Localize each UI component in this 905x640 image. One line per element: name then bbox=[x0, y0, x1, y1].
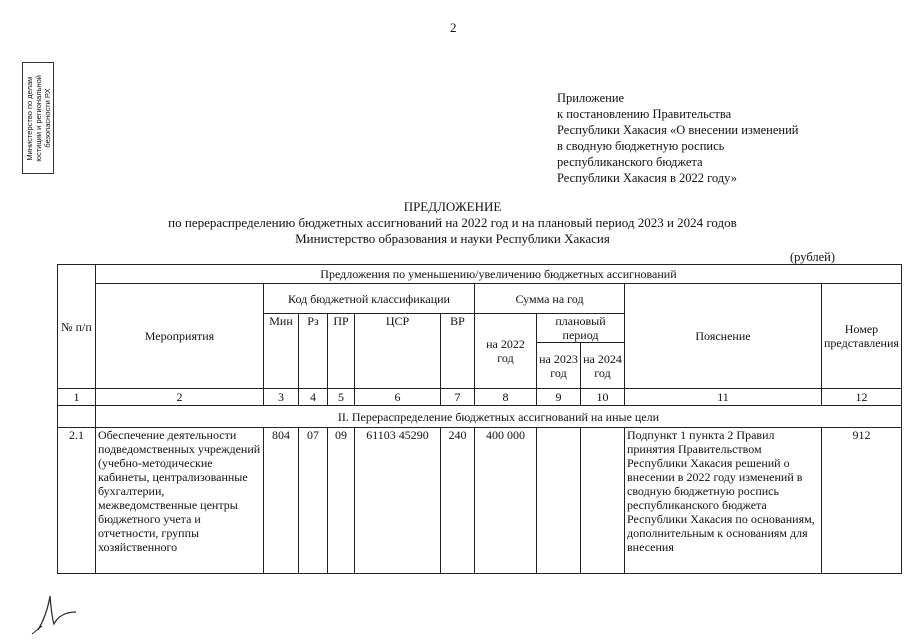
row-min: 804 bbox=[264, 428, 299, 574]
row-year-2024 bbox=[581, 428, 625, 574]
header-rep-num: Номер представления bbox=[822, 284, 902, 389]
title-line-2: Министерство образования и науки Республики Хакасия bbox=[295, 231, 610, 246]
row-num: 2.1 bbox=[58, 428, 96, 574]
title-heading: ПРЕДЛОЖЕНИЕ bbox=[403, 199, 502, 214]
appendix-line: Республики Хакасия в 2022 году» bbox=[557, 171, 737, 185]
stamp-text: Министерство по делам юстиции и региональной безопасности РХ bbox=[24, 74, 52, 162]
appendix-line: к постановлению Правительства bbox=[557, 107, 732, 121]
signature-mark bbox=[30, 590, 80, 635]
row-explanation: Подпункт 1 пункта 2 Правил принятия Правительством Республики Хакасия решений о внесении в 2022 году изменений в сводную бюджетную роспись республиканского бюджета Республики Хакасия по основаниям, дополнительным к основаниям для внесения bbox=[625, 428, 822, 574]
row-rep-num: 912 bbox=[822, 428, 902, 574]
row-pr: 09 bbox=[328, 428, 355, 574]
col-number: 12 bbox=[822, 389, 902, 406]
header-sum: Сумма на год bbox=[475, 284, 625, 314]
units-label: (рублей) bbox=[790, 250, 836, 264]
registration-stamp bbox=[22, 62, 54, 174]
col-number: 4 bbox=[299, 389, 328, 406]
row-csr: 61103 45290 bbox=[355, 428, 441, 574]
header-planned-period: плановый период bbox=[537, 314, 625, 343]
header-code: Код бюджетной классификации bbox=[264, 284, 475, 314]
col-number: 11 bbox=[625, 389, 822, 406]
header-csr: ЦСР bbox=[355, 314, 441, 389]
appendix-block bbox=[557, 90, 798, 186]
header-year-2023: на 2023 год bbox=[537, 343, 581, 389]
row-activity: Обеспечение деятельности подведомственных учреждений (учебно-методические кабинеты, централизованные бухгалтерии, межведомственные центры бюджетного учета и отчетности, группы хозяйственного bbox=[96, 428, 264, 574]
header-pr: ПР bbox=[328, 314, 355, 389]
header-num: № п/п bbox=[58, 265, 96, 389]
col-number: 8 bbox=[475, 389, 537, 406]
reallocation-table bbox=[57, 264, 902, 574]
col-number: 10 bbox=[581, 389, 625, 406]
col-number: 2 bbox=[96, 389, 264, 406]
row-year-2023 bbox=[537, 428, 581, 574]
row-year-2022: 400 000 bbox=[475, 428, 537, 574]
header-year-2024: на 2024 год bbox=[581, 343, 625, 389]
header-year-2022: на 2022 год bbox=[475, 314, 537, 389]
document-title bbox=[0, 199, 905, 247]
page-number: 2 bbox=[450, 20, 457, 35]
row-rz: 07 bbox=[299, 428, 328, 574]
col-number: 3 bbox=[264, 389, 299, 406]
header-vr: ВР bbox=[441, 314, 475, 389]
col-number: 7 bbox=[441, 389, 475, 406]
header-top: Предложения по уменьшению/увеличению бюджетных ассигнований bbox=[96, 265, 902, 284]
col-number: 1 bbox=[58, 389, 96, 406]
header-min: Мин bbox=[264, 314, 299, 389]
title-line-1: по перераспределению бюджетных ассигнований на 2022 год и на плановый период 2023 и 2024 годов bbox=[168, 215, 737, 230]
col-number: 6 bbox=[355, 389, 441, 406]
appendix-line: Республики Хакасия «О внесении изменений bbox=[557, 123, 799, 137]
appendix-line: республиканского бюджета bbox=[557, 155, 703, 169]
header-explanation: Пояснение bbox=[625, 284, 822, 389]
section-title: II. Перераспределение бюджетных ассигнований на иные цели bbox=[96, 406, 902, 428]
appendix-line: Приложение bbox=[557, 91, 625, 105]
header-activity: Мероприятия bbox=[96, 284, 264, 389]
header-rz: Рз bbox=[299, 314, 328, 389]
col-number: 9 bbox=[537, 389, 581, 406]
appendix-line: в сводную бюджетную роспись bbox=[557, 139, 725, 153]
col-number: 5 bbox=[328, 389, 355, 406]
row-vr: 240 bbox=[441, 428, 475, 574]
